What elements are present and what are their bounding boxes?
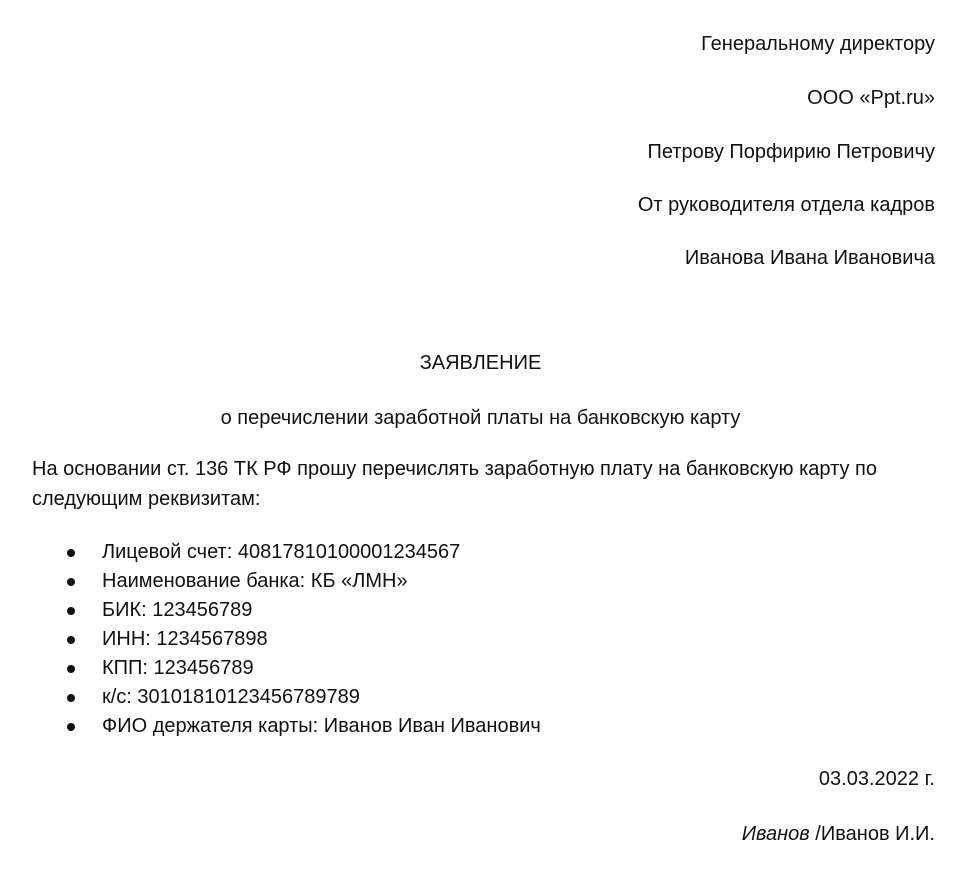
bullet-icon (67, 636, 75, 644)
addressee-company: ООО «Ppt.ru» (807, 87, 935, 109)
signature-name: Иванов И.И. (820, 823, 935, 845)
addressee-name: Петрову Порфирию Петровичу (647, 141, 935, 163)
cardholder-name: ФИО держателя карты: Иванов Иван Иванович (102, 715, 541, 737)
list-item (56, 712, 541, 741)
list-item (56, 683, 541, 712)
bank-details-list (56, 538, 541, 741)
bank-name: Наименование банка: КБ «ЛМН» (102, 570, 408, 592)
inn-value: ИНН: 1234567898 (102, 628, 268, 650)
request-paragraph: На основании ст. 136 ТК РФ прошу перечислять заработную плату на банковскую карту по следующим реквизитам: (32, 458, 877, 510)
bik-value: БИК: 123456789 (102, 599, 253, 621)
signature-block (742, 822, 935, 846)
kpp-value: КПП: 123456789 (102, 657, 254, 679)
bullet-icon (67, 578, 75, 586)
sender-position: От руководителя отдела кадров (637, 194, 935, 216)
document-date: 03.03.2022 г. (818, 768, 935, 790)
bullet-icon (67, 665, 75, 673)
bullet-icon (67, 723, 75, 731)
sender-name: Иванова Ивана Ивановича (684, 247, 935, 269)
list-item (56, 625, 541, 654)
signature: Иванов (741, 823, 810, 845)
addressee-title: Генеральному директору (701, 33, 935, 55)
document-title: ЗАЯВЛЕНИЕ (419, 352, 542, 374)
signature-separator: / (809, 823, 821, 845)
list-item (56, 596, 541, 625)
account-number: Лицевой счет: 40817810100001234567 (102, 541, 461, 563)
bullet-icon (67, 549, 75, 557)
list-item (56, 654, 541, 683)
document-subtitle: о перечислении заработной платы на банковскую карту (220, 407, 741, 429)
list-item (56, 538, 541, 567)
correspondent-account: к/с: 30101810123456789789 (102, 686, 360, 708)
list-item (56, 567, 541, 596)
bullet-icon (67, 607, 75, 615)
bullet-icon (67, 694, 75, 702)
